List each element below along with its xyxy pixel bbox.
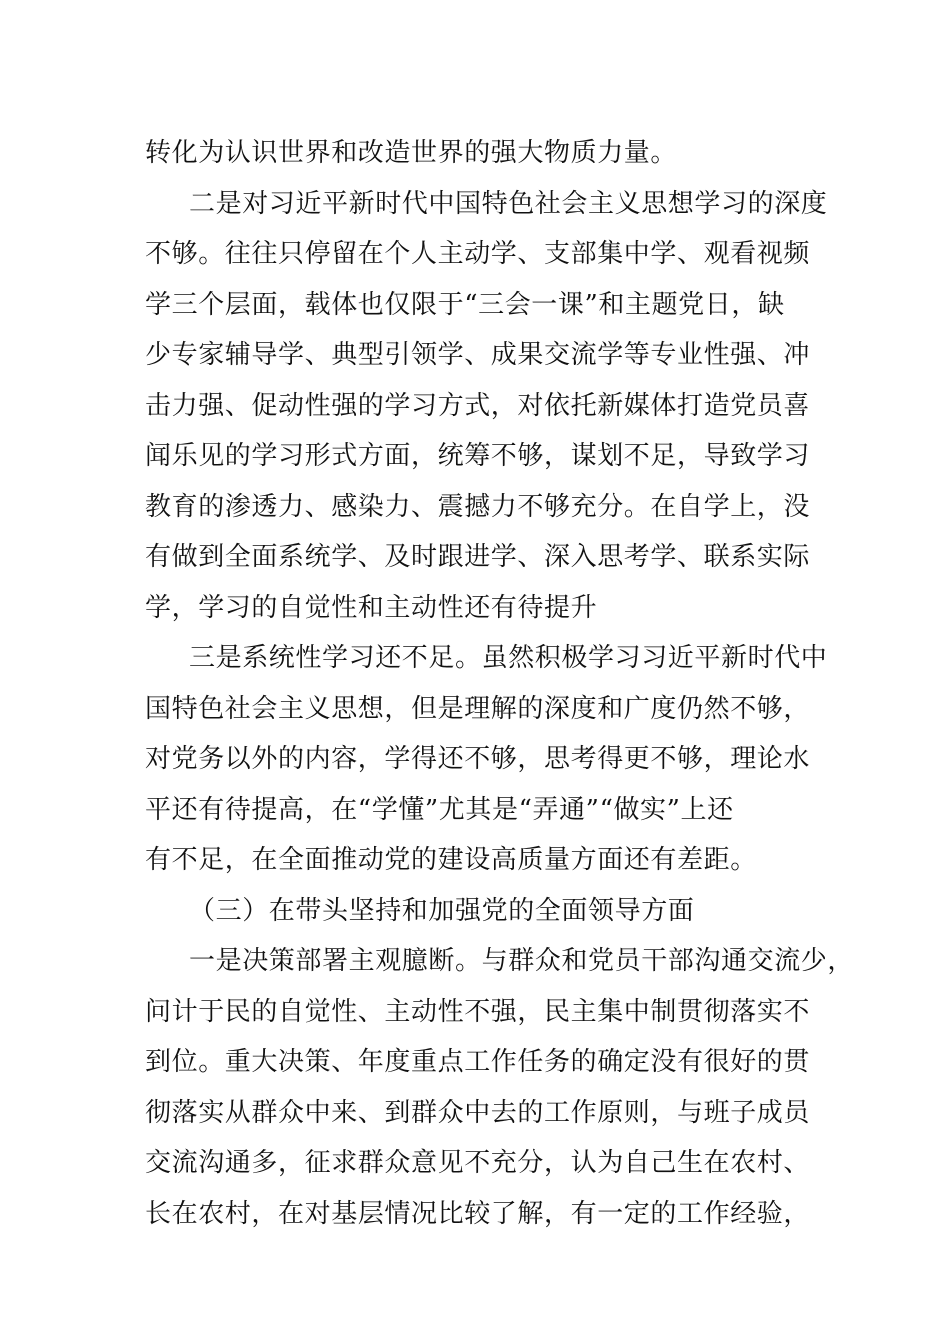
paragraph-first-line: 一是决策部署主观臆断。与群众和党员干部沟通交流少， <box>189 946 855 976</box>
text-line: 到位。重大决策、年度重点工作任务的确定没有很好的贯 <box>145 1047 811 1077</box>
text-line: 有做到全面系统学、及时跟进学、深入思考学、联系实际 <box>145 542 811 572</box>
text-line: 学三个层面，载体也仅限于“三会一课”和主题党日，缺 <box>145 289 785 320</box>
text-line: 彻落实从群众中来、到群众中去的工作原则，与班子成员 <box>145 1097 811 1128</box>
text-line: 有不足，在全面推动党的建设高质量方面还有差距。 <box>145 845 757 875</box>
section-heading: （三）在带头坚持和加强党的全面领导方面 <box>189 895 695 926</box>
paragraph-first-line: 二是对习近平新时代中国特色社会主义思想学习的深度 <box>189 188 828 219</box>
text-line: 击力强、促动性强的学习方式，对依托新媒体打造党员喜 <box>145 390 811 421</box>
text-line: 闻乐见的学习形式方面，统筹不够，谋划不足，导致学习 <box>145 441 811 471</box>
text-line: 转化为认识世界和改造世界的强大物质力量。 <box>145 138 678 168</box>
paragraph-first-line: 三是系统性学习还不足。虽然积极学习习近平新时代中 <box>189 643 828 673</box>
text-line: 不够。往往只停留在个人主动学、支部集中学、观看视频 <box>145 239 811 269</box>
text-line: 对党务以外的内容，学得还不够，思考得更不够，理论水 <box>145 744 811 774</box>
text-line: 少专家辅导学、典型引领学、成果交流学等专业性强、冲 <box>145 340 811 370</box>
text-line: 问计于民的自觉性、主动性不强，民主集中制贯彻落实不 <box>145 996 811 1027</box>
text-line: 平还有待提高，在“学懂”尤其是“弄通”“做实”上还 <box>145 794 734 825</box>
text-line: 交流沟通多，征求群众意见不充分，认为自己生在农村、 <box>145 1148 811 1178</box>
text-line: 长在农村，在对基层情况比较了解，有一定的工作经验， <box>145 1198 811 1229</box>
text-line: 国特色社会主义思想，但是理解的深度和广度仍然不够， <box>145 693 811 724</box>
text-line: 教育的渗透力、感染力、震撼力不够充分。在自学上，没 <box>145 491 811 522</box>
text-line: 学，学习的自觉性和主动性还有待提升 <box>145 592 598 623</box>
document-body <box>145 128 855 1239</box>
